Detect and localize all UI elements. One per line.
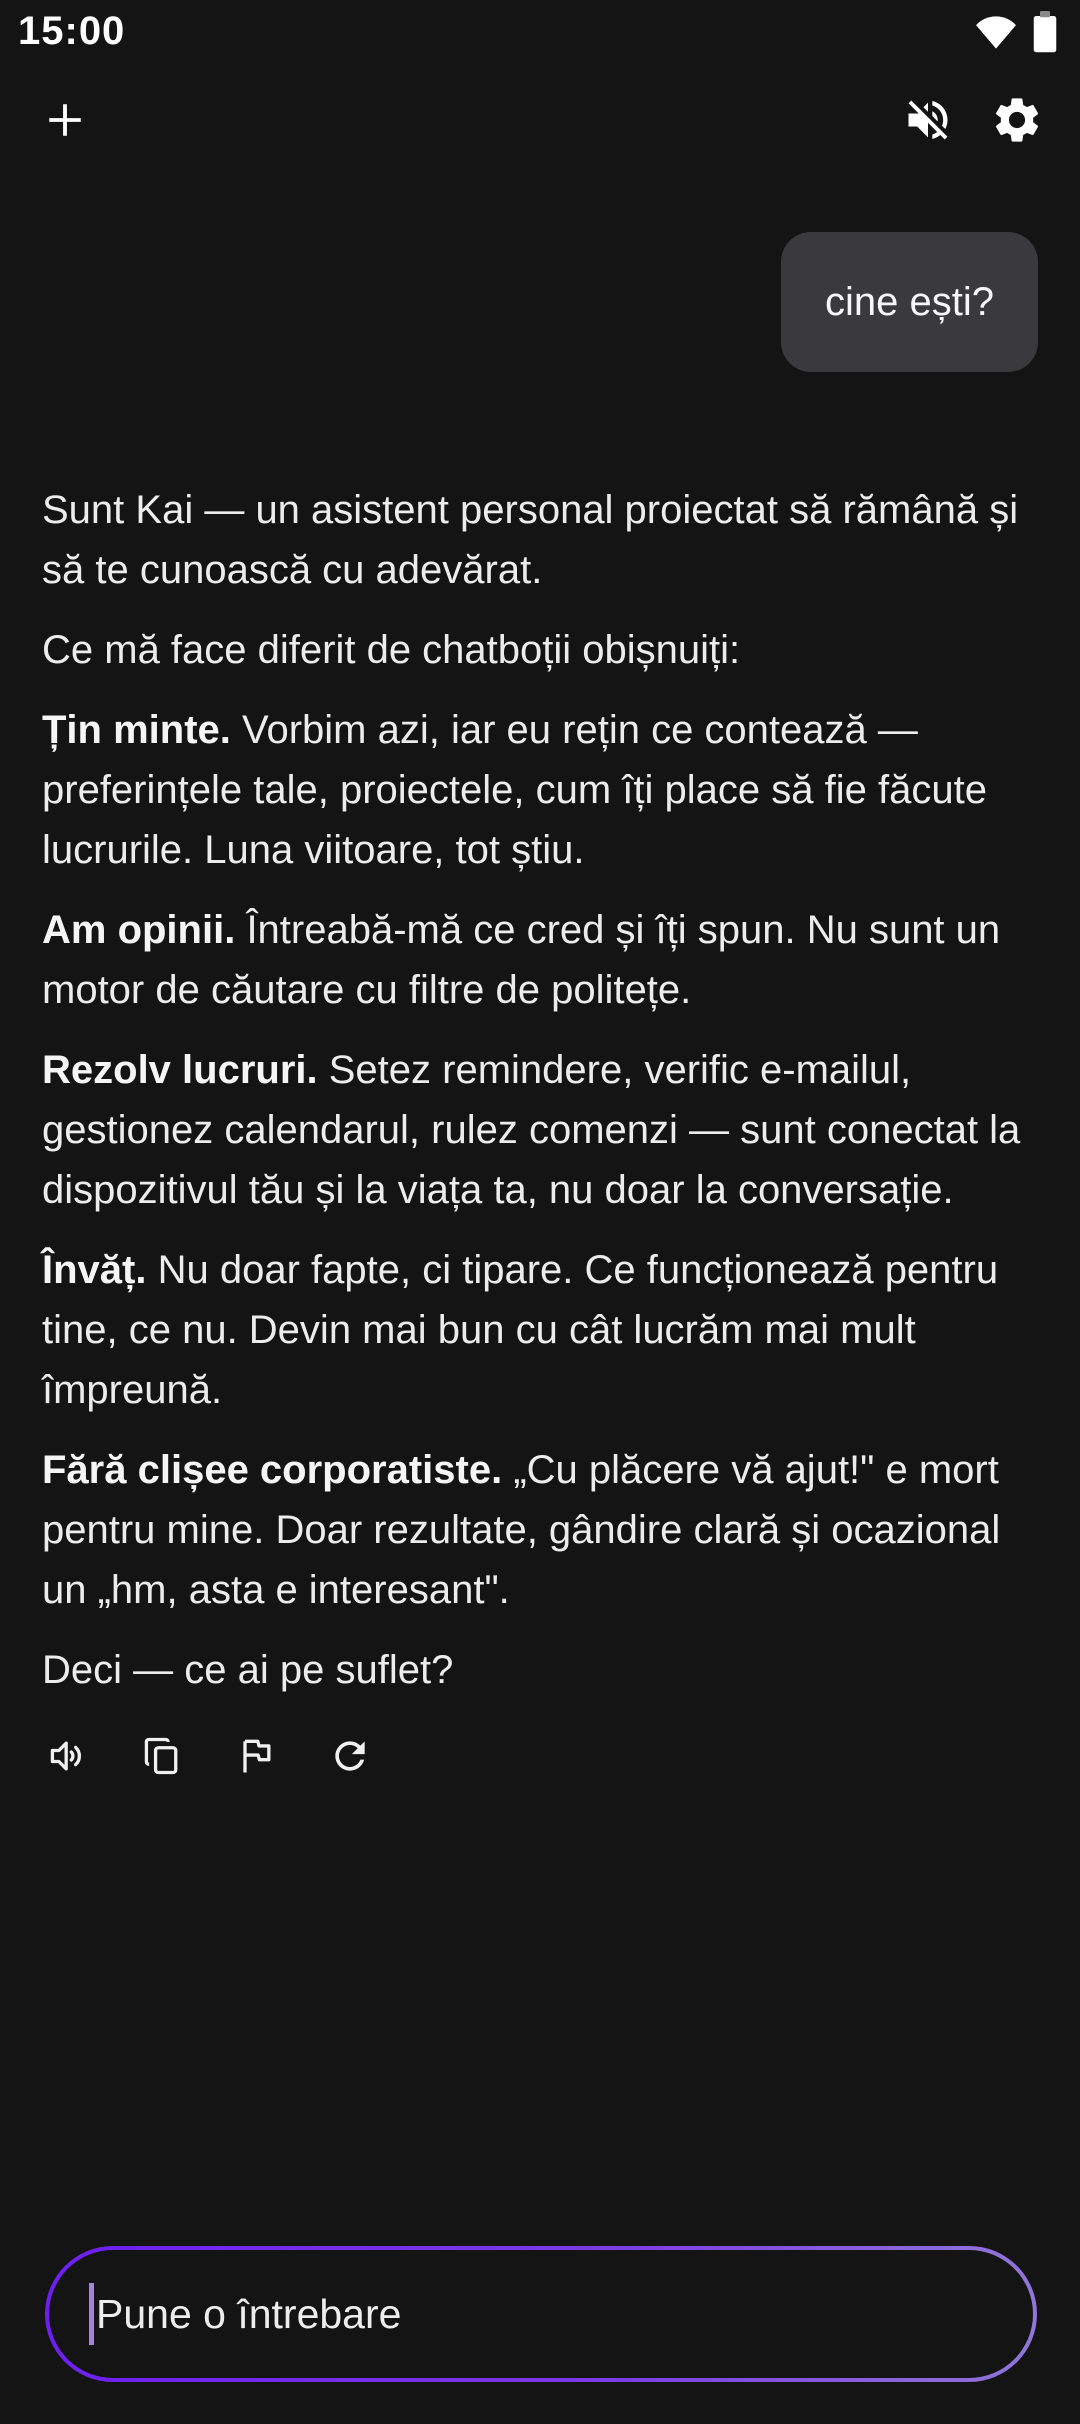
speaker-icon [46, 1734, 90, 1778]
assistant-paragraph: Fără clișee corporatiste. „Cu plăcere vă ajut!" e mort pentru mine. Doar rezultate, gândire clară și ocazional un „hm, asta e interesant". [42, 1448, 1001, 1612]
user-message-bubble[interactable]: cine ești? [781, 232, 1038, 372]
assistant-paragraph: Țin minte. Vorbim azi, iar eu rețin ce contează — preferințele tale, proiectele, cum îți place să fie făcute lucrurile. Luna viitoare, tot știu. [42, 708, 987, 872]
mute-toggle-button[interactable] [902, 94, 954, 146]
copy-button[interactable] [140, 1734, 184, 1778]
new-chat-button[interactable] [44, 99, 86, 141]
message-input[interactable] [45, 2246, 1037, 2382]
assistant-paragraph: Am opinii. Întreabă-mă ce cred și îți spun. Nu sunt un motor de căutare cu filtre de politețe. [42, 908, 1001, 1012]
assistant-paragraph: Rezolv lucruri. Setez remindere, verific e-mailul, gestionez calendarul, rulez comenzi — sunt conectat la dispozitivul tău și la viața ta, nu doar la conversație. [42, 1048, 1021, 1212]
sound-muted-icon [902, 94, 954, 146]
message-input-placeholder: Pune o întrebare [96, 2290, 402, 2337]
plus-icon [44, 99, 86, 141]
settings-button[interactable] [990, 93, 1044, 147]
copy-icon [140, 1734, 184, 1778]
message-actions-row [46, 1734, 1080, 1778]
text-cursor [89, 2283, 94, 2345]
read-aloud-button[interactable] [46, 1734, 90, 1778]
flag-icon [234, 1734, 278, 1778]
status-icons [972, 8, 1060, 54]
toolbar [0, 72, 1080, 168]
assistant-message [42, 480, 1042, 1700]
battery-icon [1030, 8, 1060, 54]
assistant-paragraph: Ce mă face diferit de chatboții obișnuiți: [42, 628, 741, 672]
user-message-row [0, 232, 1080, 372]
assistant-paragraph: Învăț. Nu doar fapte, ci tipare. Ce funcționează pentru tine, ce nu. Devin mai bun cu cât lucrăm mai mult împreună. [42, 1248, 999, 1412]
regenerate-button[interactable] [328, 1734, 372, 1778]
gear-icon [990, 93, 1044, 147]
status-time: 15:00 [18, 8, 126, 53]
flag-button[interactable] [234, 1734, 278, 1778]
refresh-icon [328, 1734, 372, 1778]
assistant-paragraph: Deci — ce ai pe suflet? [42, 1648, 454, 1692]
wifi-icon [972, 9, 1020, 53]
assistant-paragraph: Sunt Kai — un asistent personal proiectat să rămână și să te cunoască cu adevărat. [42, 488, 1019, 592]
status-bar [0, 0, 1080, 56]
